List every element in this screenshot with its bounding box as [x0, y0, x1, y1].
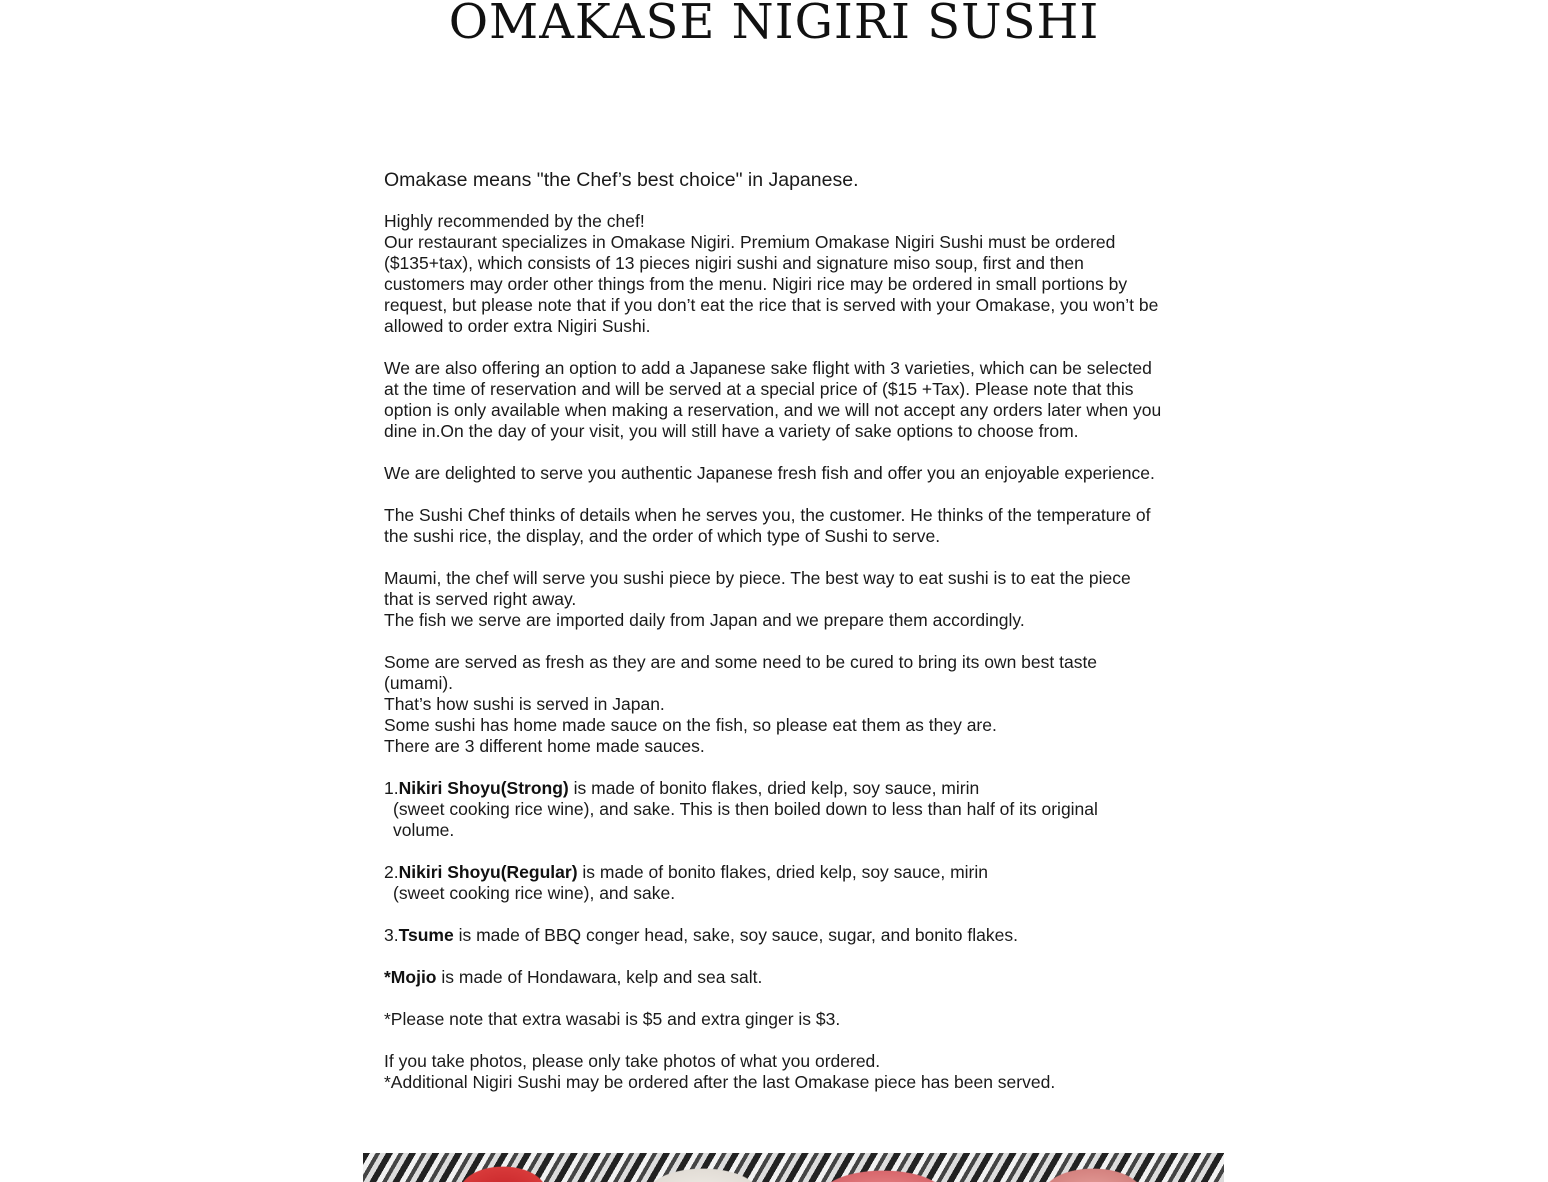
sauce-desc: is made of bonito flakes, dried kelp, soy sauce, mirin	[568, 778, 980, 798]
curing-text-3: Some sushi has home made sauce on the fish, so please eat them as they are.	[384, 715, 997, 735]
sauce-desc-cont: (sweet cooking rice wine), and sake.	[393, 883, 676, 903]
omakase-details: Our restaurant specializes in Omakase Nigiri. Premium Omakase Nigiri Sushi must be ordered ($135+tax), which consists of 13 pieces nigiri sushi and signature miso soup, first and then customers may order other things from the menu. Nigiri rice may be ordered in small portions by request, but please note that if you don’t eat the rice that is served with your Omakase, you won’t be allowed to order extra Nigiri Sushi.	[384, 232, 1159, 336]
chef-details-text: The Sushi Chef thinks of details when he serves you, the customer. He thinks of the temperature of the sushi rice, the display, and the order of which type of Sushi to serve.	[384, 505, 1151, 546]
page-title: OMAKASE NIGIRI SUSHI	[448, 0, 1100, 50]
curing-text-1: Some are served as fresh as they are and some need to be cured to bring its own best taste (umami).	[384, 652, 1098, 693]
sushi-photo	[363, 1153, 1224, 1182]
recommended-text: Highly recommended by the chef!	[384, 211, 645, 231]
mojio-desc: is made of Hondawara, kelp and sea salt.	[436, 967, 763, 987]
delight-text: We are delighted to serve you authentic Japanese fresh fish and offer you an enjoyable experience.	[384, 463, 1155, 483]
sauce-item	[384, 862, 1164, 883]
sauce-number: 1.	[384, 778, 399, 798]
mojio-name: *Mojio	[384, 967, 437, 987]
sauce-desc: is made of bonito flakes, dried kelp, soy sauce, mirin	[577, 862, 989, 882]
sauce-item	[384, 778, 1164, 799]
sauce-item	[384, 925, 1164, 946]
sauce-name: Nikiri Shoyu(Strong)	[398, 778, 569, 798]
wasabi-note: *Please note that extra wasabi is $5 and extra ginger is $3.	[384, 1009, 841, 1029]
omakase-description	[384, 168, 1164, 1093]
sauce-name: Nikiri Shoyu(Regular)	[398, 862, 578, 882]
serving-text-2: The fish we serve are imported daily from Japan and we prepare them accordingly.	[384, 610, 1025, 630]
curing-text-2: That’s how sushi is served in Japan.	[384, 694, 665, 714]
additional-note: *Additional Nigiri Sushi may be ordered after the last Omakase piece has been served.	[384, 1072, 1056, 1092]
curing-text-4: There are 3 different home made sauces.	[384, 736, 705, 756]
intro-lead: Omakase means "the Chef’s best choice" in Japanese.	[384, 169, 859, 191]
serving-text-1: Maumi, the chef will serve you sushi piece by piece. The best way to eat sushi is to eat the piece that is served right away.	[384, 568, 1131, 609]
sauce-desc: is made of BBQ conger head, sake, soy sauce, sugar, and bonito flakes.	[453, 925, 1018, 945]
sake-flight-text: We are also offering an option to add a Japanese sake flight with 3 varieties, which can be selected at the time of reservation and will be served at a special price of ($15 +Tax). Please note that this option is only available when making a reservation, and we will not accept any orders later when you dine in.On the day of your visit, you will still have a variety of sake options to choose from.	[384, 358, 1162, 441]
photos-note: If you take photos, please only take photos of what you ordered.	[384, 1051, 881, 1071]
mojio-item	[384, 967, 1164, 988]
sauce-number: 2.	[384, 862, 399, 882]
sauce-name: Tsume	[398, 925, 454, 945]
sauce-number: 3.	[384, 925, 399, 945]
sauce-desc-cont: (sweet cooking rice wine), and sake. This is then boiled down to less than half of its original volume.	[393, 799, 1098, 840]
